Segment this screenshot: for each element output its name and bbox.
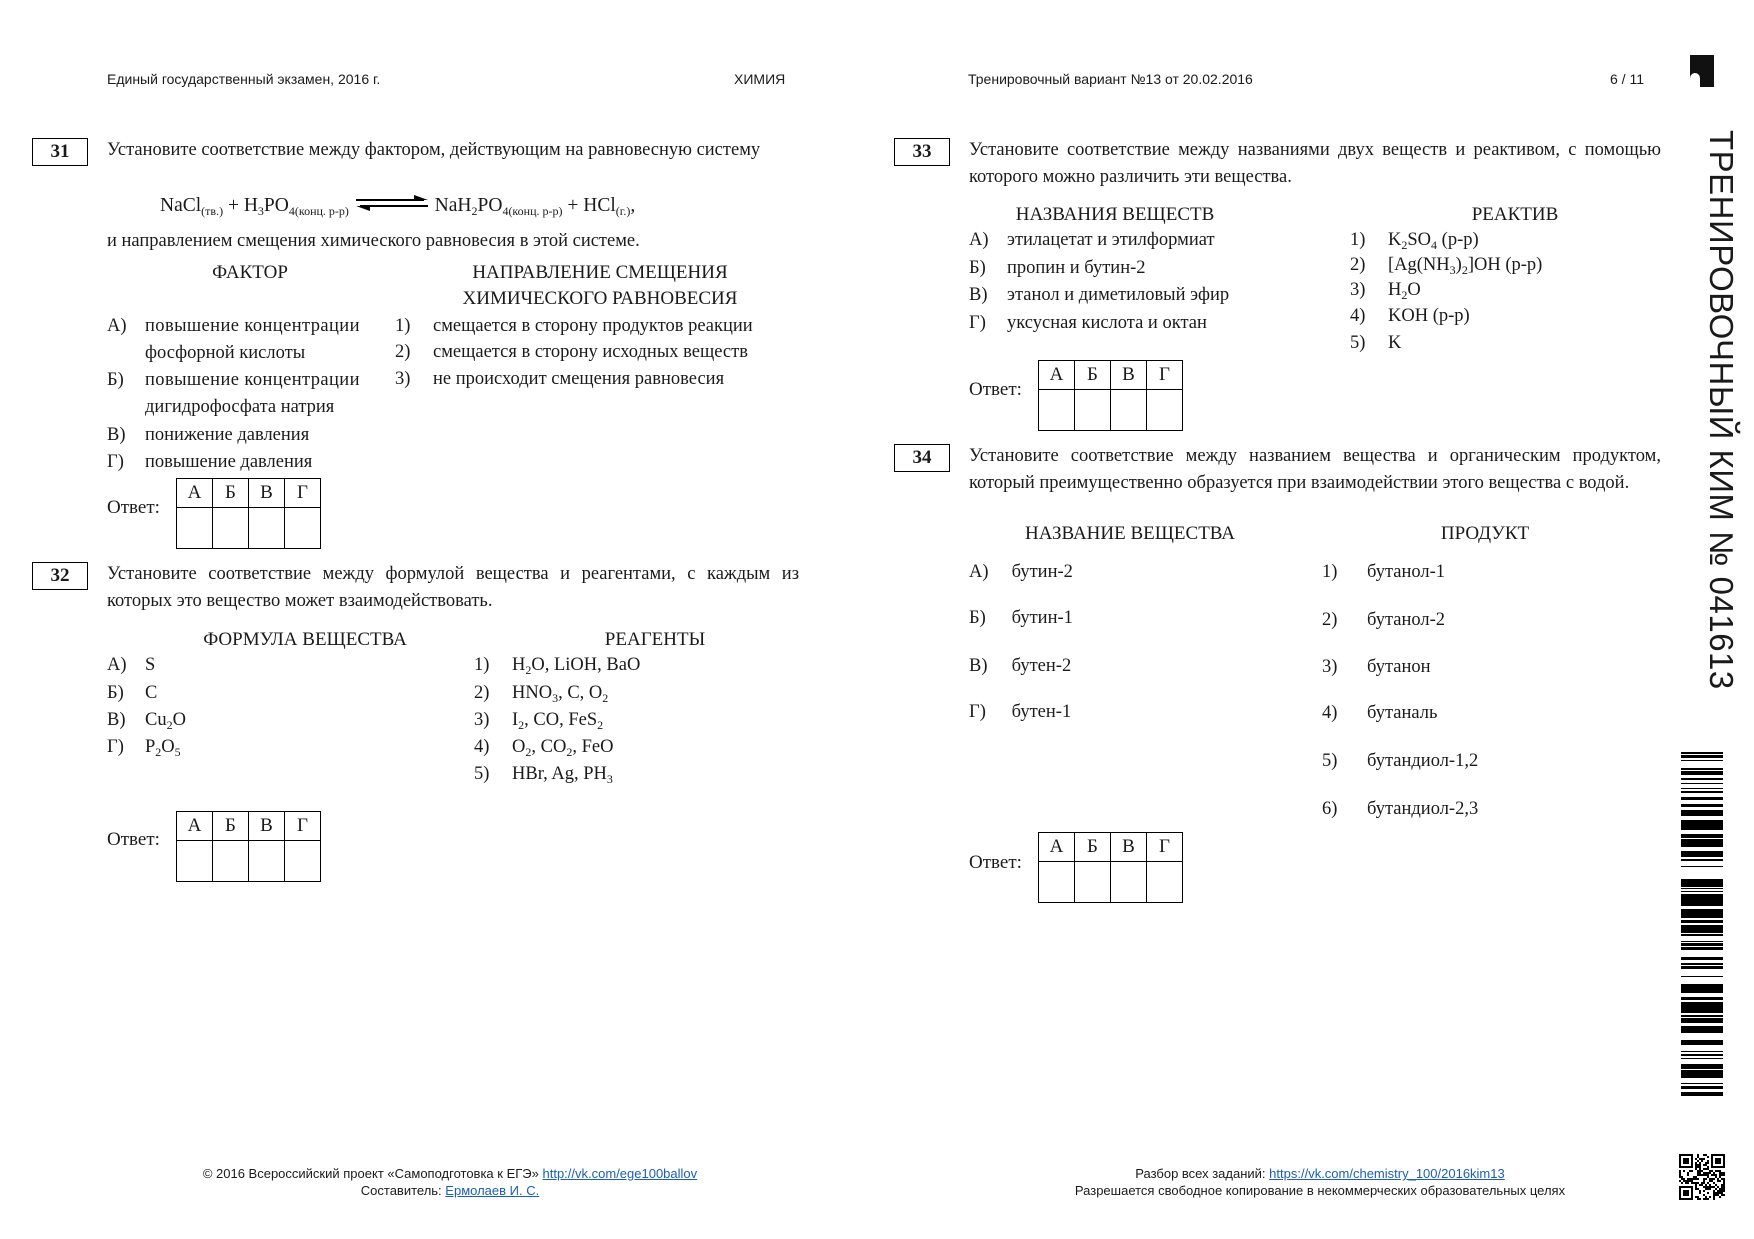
q33-answer-cell-c[interactable] <box>1111 390 1147 431</box>
question-number-31: 31 <box>32 138 88 166</box>
q33-reagent-3: 3) $H_2O$ <box>1350 280 1421 302</box>
q31-conclusion: и направлением смещения химического равновесия в этой системе. <box>107 231 640 251</box>
q34-item-d: Г) бутен-1 <box>969 702 1072 722</box>
footer-copyright-link[interactable]: http://vk.com/ege100ballov <box>542 1166 698 1181</box>
q32-column-reagents: РЕАГЕНТЫ <box>604 629 706 650</box>
answer-col-a: А <box>1039 833 1075 862</box>
q31-factor-c: В) понижение давления <box>107 425 310 445</box>
header-page-number: 6 / 11 <box>1610 71 1644 87</box>
q34-column-product: ПРОДУКТ <box>1440 523 1530 544</box>
q31-answer-grid <box>176 478 321 549</box>
equilibrium-arrow-icon <box>354 193 430 213</box>
vertical-title-text: ТРЕНИРОВОЧНЫЙ КИМ № 041613 <box>1703 130 1740 690</box>
q31-equation: NaCl$_{(тв.)}$ + $H_3PO_{4(конц. р-р)}$ $NaH_2PO_{4(конц. р-р)} + HCl_{(г.)}$, <box>160 195 636 218</box>
q33-column-reagent: РЕАКТИВ <box>1471 204 1559 225</box>
q32-reagent-4: 4) $O_2$, $CO_2$, FeO <box>474 737 614 759</box>
q34-answer-cell-b[interactable] <box>1075 862 1111 903</box>
header-subject: ХИМИЯ <box>734 71 786 87</box>
footer-left <box>120 1166 780 1198</box>
q31-factor-b-cont: дигидрофосфата натрия <box>145 397 335 417</box>
q33-answer-grid <box>1038 360 1183 431</box>
q32-answer-cell-c[interactable] <box>249 841 285 882</box>
answer-col-b: Б <box>1075 833 1111 862</box>
answer-col-d: Г <box>1147 361 1183 390</box>
q31-answer-cell-c[interactable] <box>249 508 285 549</box>
q34-intro: Установите соответствие между названием вещества и органическим продуктом, который преимущественно образуется при взаимодействии этого вещества с водой. <box>969 446 1661 493</box>
q31-factor-b: Б) повышение концентрации <box>107 370 360 390</box>
q33-reagent-4: 4) KOH (р-р) <box>1350 306 1470 326</box>
footer-analysis-link[interactable]: https://vk.com/chemistry_100/2016kim13 <box>1269 1166 1505 1181</box>
q32-formula-b: Б) C <box>107 683 158 703</box>
q31-direction-3: 3) не происходит смещения равновесия <box>395 369 725 389</box>
answer-col-c: В <box>249 812 285 841</box>
q31-column-direction-1: НАПРАВЛЕНИЕ СМЕЩЕНИЯ <box>472 262 728 283</box>
q34-product-6: 6) бутандиол-2,3 <box>1322 799 1479 819</box>
header-variant: Тренировочный вариант №13 от 20.02.2016 <box>968 71 1253 87</box>
q34-product-1: 1) бутанол-1 <box>1322 562 1446 582</box>
q32-formula-d: Г) $P_2O_5$ <box>107 737 181 759</box>
q31-answer-cell-b[interactable] <box>213 508 249 549</box>
footer-author-label: Составитель: <box>360 1183 442 1198</box>
barcode-icon <box>1681 752 1723 1100</box>
q31-answer-label: Ответ: <box>107 497 160 518</box>
footer-analysis-label: Разбор всех заданий: <box>1135 1166 1266 1181</box>
q34-answer-cell-a[interactable] <box>1039 862 1075 903</box>
footer-right <box>990 1166 1650 1198</box>
q33-item-c: В) этанол и диметиловый эфир <box>969 285 1230 305</box>
q32-reagent-5: 5) HBr, Ag, $PH_3$ <box>474 764 613 786</box>
q34-answer-grid <box>1038 832 1183 903</box>
q33-column-names: НАЗВАНИЯ ВЕЩЕСТВ <box>1015 204 1215 225</box>
q32-column-formula: ФОРМУЛА ВЕЩЕСТВА <box>203 629 407 650</box>
q32-reagent-2: 2) $HNO_3$, C, $O_2$ <box>474 683 609 705</box>
q32-reagent-3: 3) $I_2$, CO, FeS$_2$ <box>474 710 604 732</box>
q34-product-4: 4) бутаналь <box>1322 703 1438 723</box>
q34-item-c: В) бутен-2 <box>969 656 1072 676</box>
q31-answer-cell-a[interactable] <box>177 508 213 549</box>
q31-direction-2: 2) смещается в сторону исходных веществ <box>395 342 748 362</box>
q31-column-factor: ФАКТОР <box>212 262 288 283</box>
answer-col-c: В <box>1111 833 1147 862</box>
q34-product-3: 3) бутанон <box>1322 657 1431 677</box>
answer-col-d: Г <box>285 812 321 841</box>
q32-intro: Установите соответствие между формулой вещества и реагентами, с каждым из которых это вещество может взаимодействовать. <box>107 564 799 611</box>
q33-answer-label: Ответ: <box>969 379 1022 400</box>
q34-item-a: А) бутин-2 <box>969 562 1073 582</box>
q33-reagent-5: 5) K <box>1350 333 1402 353</box>
footer-copyright: © 2016 Всероссийский проект «Самоподготовка к ЕГЭ» <box>202 1166 539 1181</box>
q32-answer-label: Ответ: <box>107 829 160 850</box>
question-number-32: 32 <box>32 562 88 590</box>
answer-col-d: Г <box>285 479 321 508</box>
q33-answer-cell-a[interactable] <box>1039 390 1075 431</box>
q33-intro: Установите соответствие между названиями двух веществ и реактивом, с помощью которого можно различить эти вещества. <box>969 140 1661 187</box>
q31-answer-cell-d[interactable] <box>285 508 321 549</box>
q33-item-d: Г) уксусная кислота и октан <box>969 313 1207 333</box>
vertical-title <box>1691 130 1751 720</box>
q31-intro: Установите соответствие между фактором, действующим на равновесную систему <box>107 140 761 160</box>
q31-factor-a: А) повышение концентрации <box>107 316 360 336</box>
answer-col-a: А <box>1039 361 1075 390</box>
q34-answer-cell-c[interactable] <box>1111 862 1147 903</box>
q32-formula-a: А) S <box>107 655 156 675</box>
footer-author-link[interactable]: Ермолаев И. С. <box>445 1183 540 1198</box>
q31-factor-a-cont: фосфорной кислоты <box>145 343 306 363</box>
q33-item-b: Б) пропин и бутин-2 <box>969 258 1146 278</box>
q34-column-name: НАЗВАНИЕ ВЕЩЕСТВА <box>1024 523 1235 544</box>
header-exam: Единый государственный экзамен, 2016 г. <box>107 71 381 87</box>
answer-col-b: Б <box>213 812 249 841</box>
q33-reagent-1: 1) $K_2SO_4$ (р-р) <box>1350 230 1479 252</box>
q31-direction-1: 1) смещается в сторону продуктов реакции <box>395 316 753 336</box>
corner-marker-icon <box>1690 55 1714 87</box>
question-number-33: 33 <box>894 138 950 166</box>
q33-answer-cell-b[interactable] <box>1075 390 1111 431</box>
answer-col-c: В <box>249 479 285 508</box>
q31-factor-d: Г) повышение давления <box>107 452 313 472</box>
q34-product-5: 5) бутандиол-1,2 <box>1322 751 1479 771</box>
q34-product-2: 2) бутанол-2 <box>1322 610 1446 630</box>
qr-code-icon <box>1679 1154 1725 1200</box>
q34-answer-label: Ответ: <box>969 852 1022 873</box>
answer-col-a: А <box>177 812 213 841</box>
q34-answer-cell-d[interactable] <box>1147 862 1183 903</box>
q32-answer-cell-a[interactable] <box>177 841 213 882</box>
question-number-34: 34 <box>894 444 950 472</box>
q32-answer-cell-d[interactable] <box>285 841 321 882</box>
q33-answer-cell-d[interactable] <box>1147 390 1183 431</box>
q32-answer-grid <box>176 811 321 882</box>
answer-col-a: А <box>177 479 213 508</box>
q34-item-b: Б) бутин-1 <box>969 608 1073 628</box>
q33-item-a: А) этилацетат и этилформиат <box>969 230 1215 250</box>
q32-formula-c: В) $Cu_2O$ <box>107 710 186 732</box>
q32-answer-cell-b[interactable] <box>213 841 249 882</box>
q33-reagent-2: 2) $[Ag(NH_3)_2]OH$ (р-р) <box>1350 255 1543 277</box>
q31-column-direction-2: ХИМИЧЕСКОГО РАВНОВЕСИЯ <box>462 288 738 309</box>
answer-col-c: В <box>1111 361 1147 390</box>
answer-col-b: Б <box>213 479 249 508</box>
q32-reagent-1: 1) $H_2O$, LiOH, BaO <box>474 655 641 677</box>
answer-col-b: Б <box>1075 361 1111 390</box>
footer-license: Разрешается свободное копирование в некоммерческих образовательных целях <box>1074 1183 1566 1198</box>
answer-col-d: Г <box>1147 833 1183 862</box>
